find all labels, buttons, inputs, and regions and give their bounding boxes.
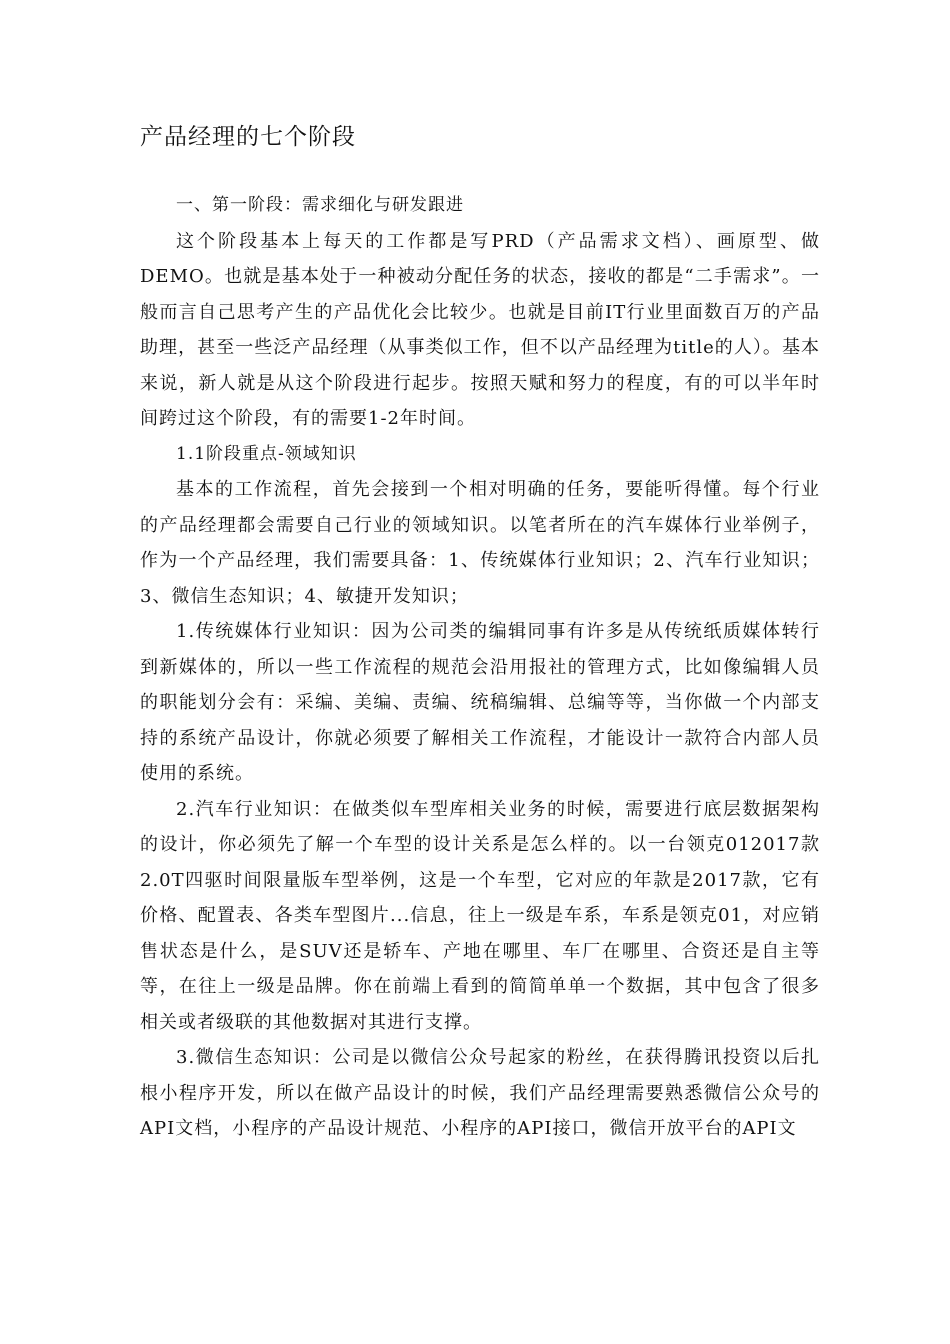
document-title: 产品经理的七个阶段 <box>140 124 356 150</box>
paragraph: 3.微信生态知识：公司是以微信公众号起家的粉丝，在获得腾讯投资以后扎根小程序开发，所以在做产品设计的时候，我们产品经理需要熟悉微信公众号的API文档，小程序的产品设计规范、小程序的API接口，微信开放平台的API文 <box>140 1047 820 1139</box>
paragraph: 2.汽车行业知识：在做类似车型库相关业务的时候，需要进行底层数据架构的设计，你必须先了解一个车型的设计关系是怎么样的。以一台领克012017款2.0T四驱时间限量版车型举例，这是一个车型，它对应的年款是2017款，它有价格、配置表、各类车型图片...信息，往上一级是车系，车系是领克01，对应销售状态是什么，是SUV还是轿车、产地在哪里、车厂在哪里、合资还是自主等等，在往上一级是品牌。你在前端上看到的简简单单一个数据，其中包含了很多相关或者级联的其他数据对其进行支撑。 <box>140 798 820 1033</box>
paragraph: 基本的工作流程，首先会接到一个相对明确的任务，要能听得懂。每个行业的产品经理都会需要自己行业的领域知识。以笔者所在的汽车媒体行业举例子，作为一个产品经理，我们需要具备：1、传统媒体行业知识；2、汽车行业知识；3、微信生态知识；4、敏捷开发知识； <box>140 479 820 607</box>
paragraph: 1.传统媒体行业知识：因为公司类的编辑同事有许多是从传统纸质媒体转行到新媒体的，所以一些工作流程的规范会沿用报社的管理方式，比如像编辑人员的职能划分会有：采编、美编、责编、统稿编辑、总编等等，当你做一个内部支持的系统产品设计，你就必须要了解相关工作流程，才能设计一款符合内部人员使用的系统。 <box>140 621 820 784</box>
document-body <box>140 188 820 1147</box>
paragraph: 这个阶段基本上每天的工作都是写PRD（产品需求文档）、画原型、做DEMO。也就是基本处于一种被动分配任务的状态，接收的都是“二手需求”。一般而言自己思考产生的产品优化会比较少。也就是目前IT行业里面数百万的产品助理，甚至一些泛产品经理（从事类似工作，但不以产品经理为title的人）。基本来说，新人就是从这个阶段进行起步。按照天赋和努力的程度，有的可以半年时间跨过这个阶段，有的需要1-2年时间。 <box>140 230 820 429</box>
section-heading: 一、第一阶段：需求细化与研发跟进 <box>176 195 464 215</box>
subsection-heading: 1.1阶段重点-领域知识 <box>176 443 357 464</box>
